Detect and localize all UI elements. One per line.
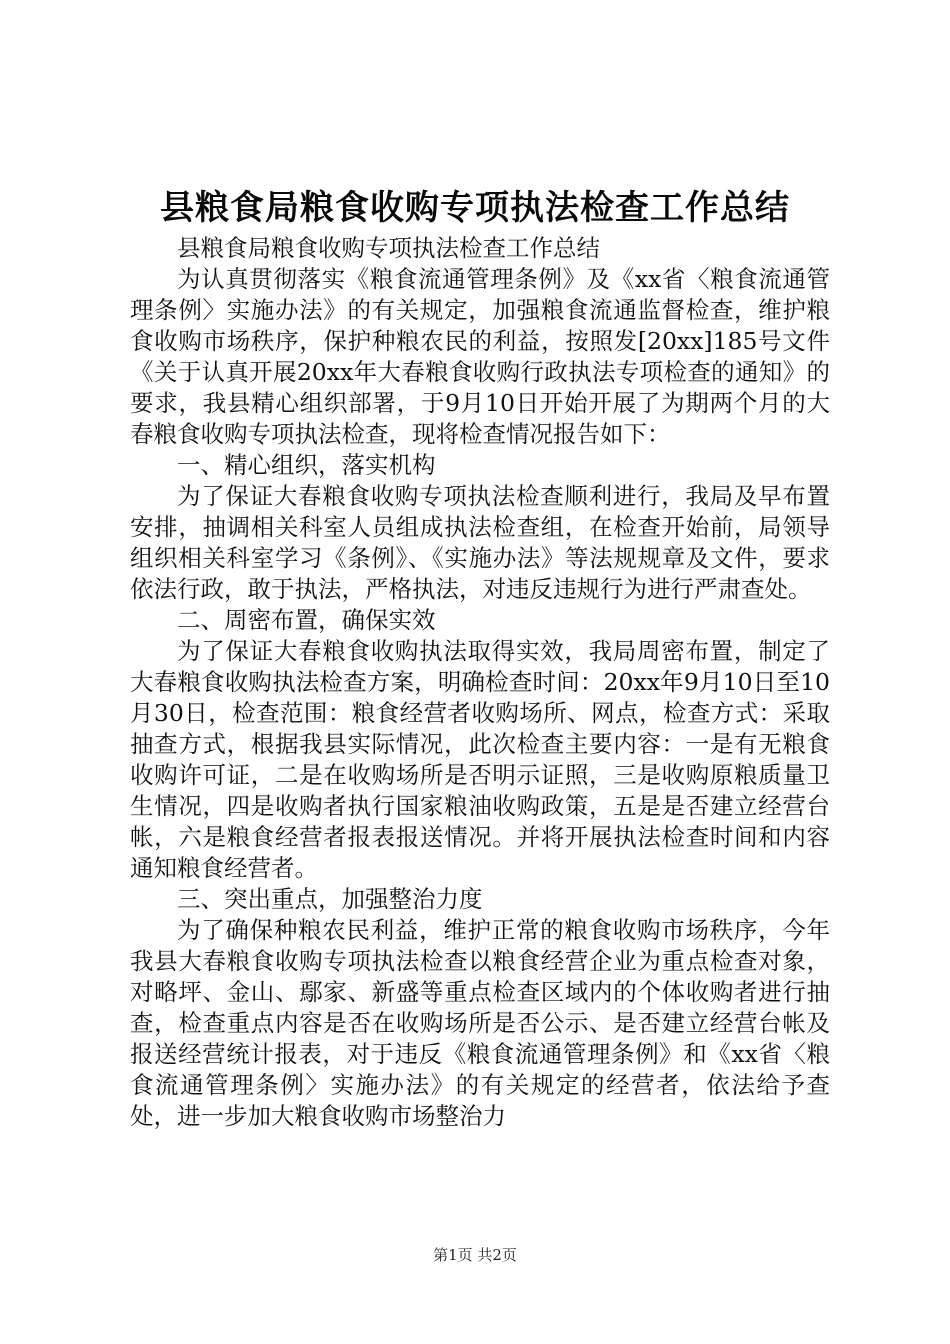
page-footer: 第1页 共2页: [433, 1246, 517, 1264]
section-heading-3: 三、突出重点，加强整治力度: [177, 885, 483, 913]
body-paragraph-section-1: 为了保证大春粮食收购专项执法检查顺利进行，我局及早布置安排，抽调相关科室人员组成执法检查组，在检查开始前，局领导组织相关科室学习《条例》、《实施办法》等法规规章及文件，要求依法行政，敢于执法，严格执法，对违反违规行为进行严肃查处。: [130, 482, 830, 603]
section-heading-1: 一、精心组织，落实机构: [177, 451, 436, 479]
document-title: 县粮食局粮食收购专项执法检查工作总结: [160, 188, 790, 228]
body-paragraph-subtitle: 县粮食局粮食收购专项执法检查工作总结: [177, 234, 600, 262]
body-paragraph-intro: 为认真贯彻落实《粮食流通管理条例》及《xx省〈粮食流通管理条例〉实施办法》的有关规定，加强粮食流通监督检查，维护粮食收购市场秩序，保护种粮农民的利益，按照发[20xx]185号文件《关于认真开展20xx年大春粮食收购行政执法专项检查的通知》的要求，我县精心组织部署，于9月10日开始开展了为期两个月的大春粮食收购专项执法检查，现将检查情况报告如下：: [130, 265, 830, 448]
body-paragraph-section-3: 为了确保种粮农民利益，维护正常的粮食收购市场秩序，今年我县大春粮食收购专项执法检查以粮食经营企业为重点检查对象，对略坪、金山、鄢家、新盛等重点检查区域内的个体收购者进行抽查，检查重点内容是否在收购场所是否公示、是否建立经营台帐及报送经营统计报表，对于违反《粮食流通管理条例》和《xx省〈粮食流通管理条例〉实施办法》的有关规定的经营者，依法给予查处，进一步加大粮食收购市场整治力: [130, 916, 830, 1130]
body-paragraph-section-2: 为了保证大春粮食收购执法取得实效，我局周密布置，制定了大春粮食收购执法检查方案，明确检查时间：20xx年9月10日至10月30日，检查范围：粮食经营者收购场所、网点，检查方式：采取抽查方式，根据我县实际情况，此次检查主要内容：一是有无粮食收购许可证，二是在收购场所是否明示证照，三是收购原粮质量卫生情况，四是收购者执行国家粮油收购政策，五是是否建立经营台帐，六是粮食经营者报表报送情况。并将开展执法检查时间和内容通知粮食经营者。: [130, 637, 830, 882]
document-body: [130, 233, 830, 1132]
section-heading-2: 二、周密布置，确保实效: [177, 606, 436, 634]
